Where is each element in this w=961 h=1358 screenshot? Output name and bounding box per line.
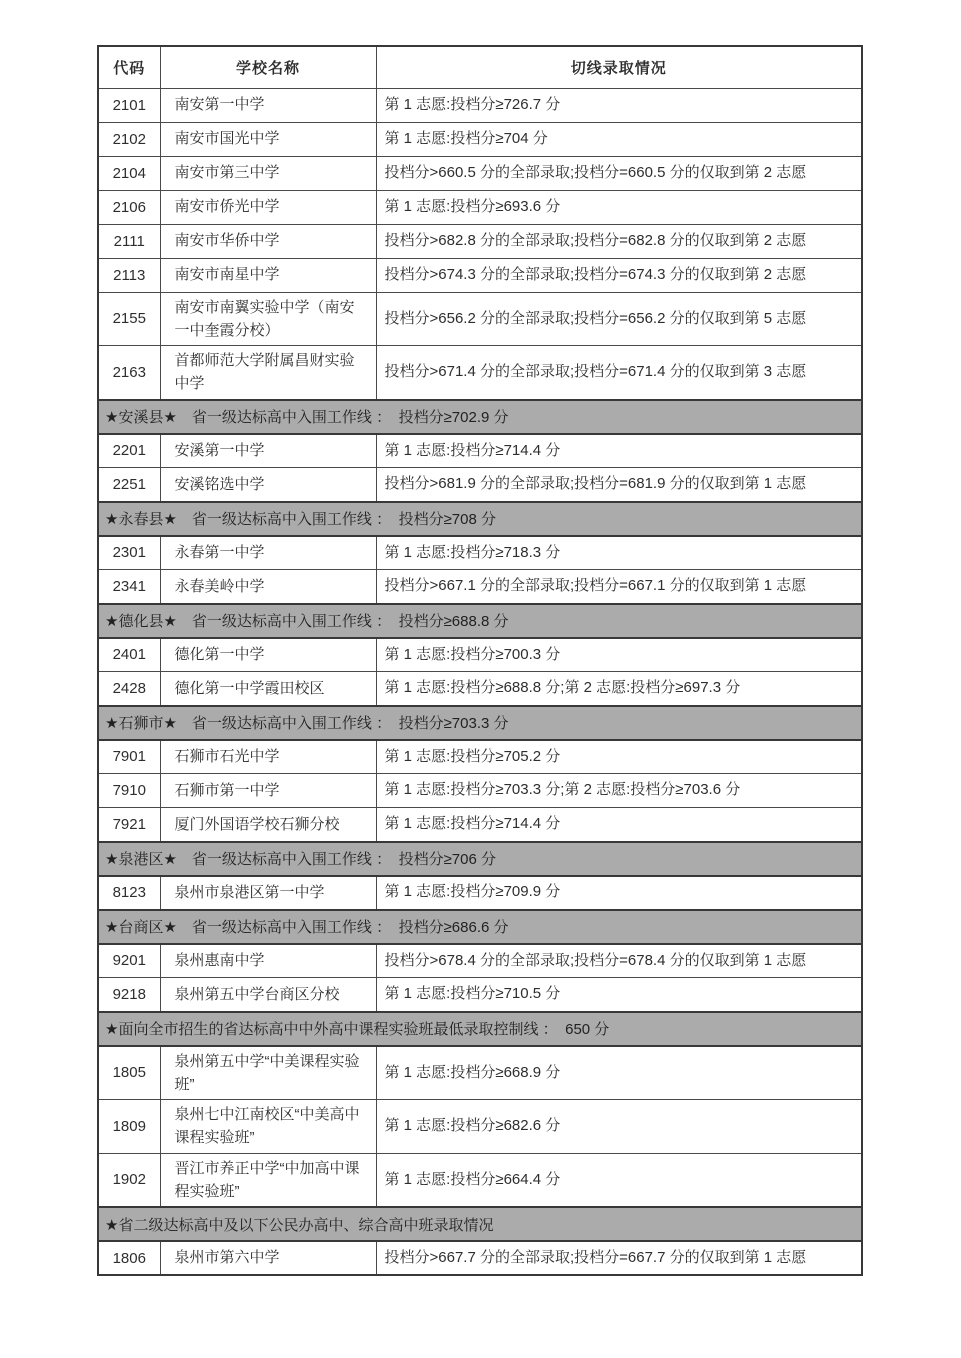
school-name: 泉州七中江南校区“中美高中课程实验班” — [160, 1100, 376, 1154]
section-label: ★泉港区★ 省一级达标高中入围工作线 ： 投档分≥706 分 — [98, 842, 862, 876]
table-row — [98, 638, 862, 672]
cutoff-result: 第 1 志愿:投档分≥709.9 分 — [376, 876, 862, 910]
cutoff-result: 第 1 志愿:投档分≥664.4 分 — [376, 1153, 862, 1207]
section-label: ★永春县★ 省一级达标高中入围工作线 ： 投档分≥708 分 — [98, 502, 862, 536]
table-row — [98, 876, 862, 910]
school-name: 泉州第五中学“中美课程实验班” — [160, 1046, 376, 1100]
section-row — [98, 502, 862, 536]
table-row — [98, 346, 862, 400]
table-row — [98, 978, 862, 1012]
cutoff-result: 投档分>671.4 分的全部录取;投档分=671.4 分的仅取到第 3 志愿 — [376, 346, 862, 400]
school-name: 南安市国光中学 — [160, 122, 376, 156]
cutoff-result: 投档分>681.9 分的全部录取;投档分=681.9 分的仅取到第 1 志愿 — [376, 468, 862, 502]
cutoff-result: 投档分>667.7 分的全部录取;投档分=667.7 分的仅取到第 1 志愿 — [376, 1241, 862, 1275]
school-code: 2104 — [98, 156, 160, 190]
table-header-row — [98, 46, 862, 88]
table-row — [98, 190, 862, 224]
school-name: 泉州市第六中学 — [160, 1241, 376, 1275]
school-code: 2111 — [98, 224, 160, 258]
table-body — [98, 88, 862, 1275]
section-row — [98, 604, 862, 638]
cutoff-result: 投档分>667.1 分的全部录取;投档分=667.1 分的仅取到第 1 志愿 — [376, 570, 862, 604]
school-code: 1805 — [98, 1046, 160, 1100]
cutoff-result: 第 1 志愿:投档分≥705.2 分 — [376, 740, 862, 774]
section-row — [98, 400, 862, 434]
table-row — [98, 808, 862, 842]
cutoff-result: 投档分>678.4 分的全部录取;投档分=678.4 分的仅取到第 1 志愿 — [376, 944, 862, 978]
table-row — [98, 536, 862, 570]
school-name: 石狮市石光中学 — [160, 740, 376, 774]
school-code: 9201 — [98, 944, 160, 978]
table-row — [98, 156, 862, 190]
cutoff-result: 第 1 志愿:投档分≥726.7 分 — [376, 88, 862, 122]
school-name: 永春美岭中学 — [160, 570, 376, 604]
school-name: 永春第一中学 — [160, 536, 376, 570]
section-label: ★台商区★ 省一级达标高中入围工作线 ： 投档分≥686.6 分 — [98, 910, 862, 944]
cutoff-result: 第 1 志愿:投档分≥668.9 分 — [376, 1046, 862, 1100]
cutoff-result: 第 1 志愿:投档分≥718.3 分 — [376, 536, 862, 570]
section-label: ★安溪县★ 省一级达标高中入围工作线 ： 投档分≥702.9 分 — [98, 400, 862, 434]
table-row — [98, 740, 862, 774]
section-label: ★德化县★ 省一级达标高中入围工作线 ： 投档分≥688.8 分 — [98, 604, 862, 638]
cutoff-result: 第 1 志愿:投档分≥700.3 分 — [376, 638, 862, 672]
col-header-result: 切线录取情况 — [376, 46, 862, 88]
table-row — [98, 1046, 862, 1100]
cutoff-result: 第 1 志愿:投档分≥714.4 分 — [376, 434, 862, 468]
table-row — [98, 434, 862, 468]
cutoff-result: 第 1 志愿:投档分≥704 分 — [376, 122, 862, 156]
school-code: 2301 — [98, 536, 160, 570]
cutoff-result: 第 1 志愿:投档分≥688.8 分;第 2 志愿:投档分≥697.3 分 — [376, 672, 862, 706]
school-name: 南安市南星中学 — [160, 258, 376, 292]
cutoff-result: 第 1 志愿:投档分≥714.4 分 — [376, 808, 862, 842]
school-code: 1809 — [98, 1100, 160, 1154]
cutoff-result: 投档分>660.5 分的全部录取;投档分=660.5 分的仅取到第 2 志愿 — [376, 156, 862, 190]
school-name: 德化第一中学 — [160, 638, 376, 672]
school-name: 德化第一中学霞田校区 — [160, 672, 376, 706]
cutoff-result: 第 1 志愿:投档分≥703.3 分;第 2 志愿:投档分≥703.6 分 — [376, 774, 862, 808]
school-code: 2102 — [98, 122, 160, 156]
school-code: 1902 — [98, 1153, 160, 1207]
school-code: 2113 — [98, 258, 160, 292]
school-name: 南安市华侨中学 — [160, 224, 376, 258]
school-code: 2401 — [98, 638, 160, 672]
school-code: 8123 — [98, 876, 160, 910]
cutoff-result: 投档分>656.2 分的全部录取;投档分=656.2 分的仅取到第 5 志愿 — [376, 292, 862, 346]
table-row — [98, 88, 862, 122]
section-row — [98, 1012, 862, 1046]
school-code: 2163 — [98, 346, 160, 400]
section-row — [98, 910, 862, 944]
school-name: 安溪第一中学 — [160, 434, 376, 468]
school-code: 2201 — [98, 434, 160, 468]
school-code: 2106 — [98, 190, 160, 224]
school-code: 7921 — [98, 808, 160, 842]
cutoff-result: 第 1 志愿:投档分≥710.5 分 — [376, 978, 862, 1012]
table-row — [98, 570, 862, 604]
school-code: 1806 — [98, 1241, 160, 1275]
school-name: 泉州第五中学台商区分校 — [160, 978, 376, 1012]
school-code: 9218 — [98, 978, 160, 1012]
cutoff-result: 投档分>682.8 分的全部录取;投档分=682.8 分的仅取到第 2 志愿 — [376, 224, 862, 258]
table-row — [98, 1241, 862, 1275]
school-code: 2251 — [98, 468, 160, 502]
cutoff-table — [97, 45, 863, 1276]
school-name: 晋江市养正中学“中加高中课程实验班” — [160, 1153, 376, 1207]
table-row — [98, 292, 862, 346]
table-row — [98, 468, 862, 502]
col-header-code: 代码 — [98, 46, 160, 88]
school-code: 7910 — [98, 774, 160, 808]
school-name: 南安市南翼实验中学（南安一中奎霞分校） — [160, 292, 376, 346]
cutoff-result: 第 1 志愿:投档分≥693.6 分 — [376, 190, 862, 224]
section-row — [98, 1207, 862, 1241]
school-name: 安溪铭选中学 — [160, 468, 376, 502]
school-name: 泉州市泉港区第一中学 — [160, 876, 376, 910]
table-row — [98, 224, 862, 258]
school-name: 南安第一中学 — [160, 88, 376, 122]
school-name: 石狮市第一中学 — [160, 774, 376, 808]
table-row — [98, 1100, 862, 1154]
school-code: 2101 — [98, 88, 160, 122]
section-row — [98, 706, 862, 740]
table-row — [98, 944, 862, 978]
section-label: ★面向全市招生的省达标高中中外高中课程实验班最低录取控制线 ： 650 分 — [98, 1012, 862, 1046]
table-row — [98, 672, 862, 706]
school-name: 厦门外国语学校石狮分校 — [160, 808, 376, 842]
cutoff-result: 投档分>674.3 分的全部录取;投档分=674.3 分的仅取到第 2 志愿 — [376, 258, 862, 292]
table-row — [98, 258, 862, 292]
section-row — [98, 842, 862, 876]
school-code: 7901 — [98, 740, 160, 774]
school-name: 泉州惠南中学 — [160, 944, 376, 978]
col-header-school: 学校名称 — [160, 46, 376, 88]
school-code: 2155 — [98, 292, 160, 346]
school-name: 首都师范大学附属昌财实验中学 — [160, 346, 376, 400]
school-name: 南安市第三中学 — [160, 156, 376, 190]
table-row — [98, 774, 862, 808]
school-name: 南安市侨光中学 — [160, 190, 376, 224]
table-row — [98, 122, 862, 156]
school-code: 2341 — [98, 570, 160, 604]
school-code: 2428 — [98, 672, 160, 706]
section-label: ★石狮市★ 省一级达标高中入围工作线 ： 投档分≥703.3 分 — [98, 706, 862, 740]
section-label: ★省二级达标高中及以下公民办高中、综合高中班录取情况 — [98, 1207, 862, 1241]
cutoff-result: 第 1 志愿:投档分≥682.6 分 — [376, 1100, 862, 1154]
table-row — [98, 1153, 862, 1207]
